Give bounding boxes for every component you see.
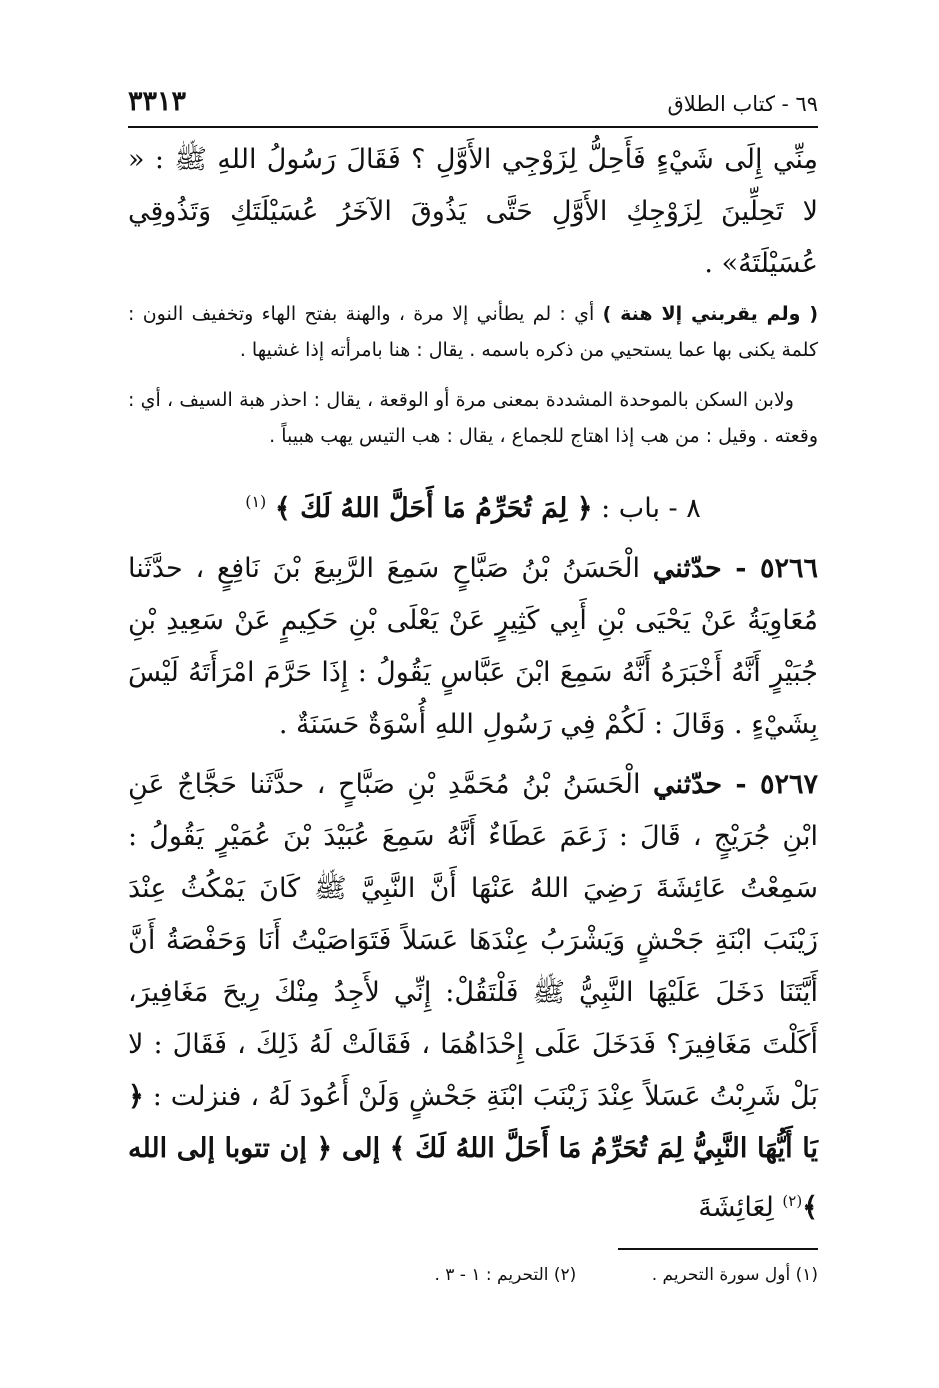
commentary-text: أي : لم يطأني إلا مرة ، والهنة بفتح الهاء وتخفيف النون : كلمة يكنى بها عما يستحيي من ذكره باسمه . يقال : هنا بامرأته إذا غشيها . <box>128 303 818 361</box>
page-number: ٣٣١٣ <box>128 86 187 117</box>
footnote-1: (١) أول سورة التحريم . <box>651 1265 818 1285</box>
footnote-divider <box>618 1248 818 1250</box>
chapter-title: ٦٩ - كتاب الطلاق <box>667 92 818 116</box>
footnotes <box>128 1260 818 1290</box>
commentary-paragraph <box>128 296 818 368</box>
hadith-text-continuation: لِعَائِشَةَ <box>698 1192 783 1223</box>
commentary-paragraph-2: ولابن السكن بالموحدة المشددة بمعنى مرة أو الوقعة ، يقال : احذر هبة السيف ، أي : وقعته . وقيل : من هب إذا اهتاج للجماع ، يقال : هب التيس يهب هبيباً . <box>128 389 818 447</box>
hadith-text: الْحَسَنُ بْنُ مُحَمَّدِ بْنِ صَبَّاحٍ ، حدَّثَنا حَجَّاجٌ عَنِ ابْنِ جُرَيْجٍ ، قَالَ : زَعَمَ عَطَاءٌ أَنَّهُ سَمِعَ عُبَيْدَ بْنَ عُمَيْرٍ يَقُولُ : سَمِعْتُ عَائِشَةَ رَضِيَ اللهُ عَنْهَا أَنَّ النَّبِيَّ ﷺ كَانَ يَمْكُثُ عِنْدَ زَيْنَبَ ابْنَةِ جَحْشٍ وَيَشْرَبُ عِنْدَهَا عَسَلاً فَتَوَاصَيْتُ أَنَا وَحَفْصَةُ أَنَّ أَيَّتَنَا دَخَلَ عَلَيْهَا النَّبِيُّ ﷺ فَلْتَقُلْ: إِنِّي لأَجِدُ مِنْكَ رِيحَ مَغَافِيرَ، أَكَلْتَ مَغَافِيرَ؟ فَدَخَلَ عَلَى إِحْدَاهُمَا ، فَقَالَتْ لَهُ ذَلِكَ ، فَقَالَ : لا بَلْ شَرِبْتُ عَسَلاً عِنْدَ زَيْنَبَ ابْنَةِ جَحْشٍ وَلَنْ أَعُودَ لَهُ ، فنزلت : <box>128 769 818 1112</box>
hadith-text: الْحَسَنُ بْنُ صَبَّاحٍ سَمِعَ الرَّبِيعَ بْنَ نَافِعٍ ، حدَّثَنا مُعَاوِيَةُ عَنْ يَحْيَى بْنِ أَبِي كَثِيرٍ عَنْ يَعْلَى بْنِ حَكِيمٍ عَنْ سَعِيدِ بْنِ جُبَيْرٍ أَنَّهُ أَخْبَرَهُ أَنَّهُ سَمِعَ ابْنَ عَبَّاسٍ يَقُولُ : إِذَا حَرَّمَ امْرَأَتَهُ لَيْسَ بِشَيْءٍ . وَقَالَ : لَكُمْ فِي رَسُولِ اللهِ أُسْوَةٌ حَسَنَةٌ . <box>128 553 818 740</box>
page-header <box>128 86 818 128</box>
commentary-term: ( ولم يقربني إلا هنة ) <box>602 303 819 325</box>
hadith-5267 <box>128 759 818 1234</box>
hadith-number: ٥٢٦٧ - حدّثني <box>653 769 818 800</box>
quran-verse: ﴿ يَا أَيُّهَا النَّبِيُّ لِمَ تُحَرِّمُ مَا أَحَلَّ اللهُ لَكَ ﴾ إلى ﴿ إن تتوبا إلى الله ﴾ <box>128 1081 818 1223</box>
chapter-heading-prefix: ٨ - باب : <box>592 493 701 524</box>
hadith-5266 <box>128 543 818 751</box>
chapter-heading-title: ﴿ لِمَ تُحَرِّمُ مَا أَحَلَّ اللهُ لَكَ ﴾ <box>274 493 593 524</box>
footnote-reference: (١) <box>245 492 267 511</box>
footnote-reference: (٢) <box>782 1192 803 1210</box>
book-page <box>128 86 818 1290</box>
hadith-number: ٥٢٦٦ - حدّثني <box>652 553 818 584</box>
footnote-2: (٢) التحريم : ١ - ٣ . <box>434 1265 577 1285</box>
chapter-heading <box>128 476 818 535</box>
hadith-continuation: مِنِّي إِلَى شَيْءٍ فَأَحِلُّ لِزَوْجِي الأَوَّلِ ؟ فَقَالَ رَسُولُ اللهِ ﷺ : « لا تَحِلِّينَ لِزَوْجِكِ الأَوَّلِ حَتَّى يَذُوقَ الآخَرُ عُسَيْلَتَكِ وَتَذُوقِي عُسَيْلَتَهُ» . <box>128 144 818 279</box>
